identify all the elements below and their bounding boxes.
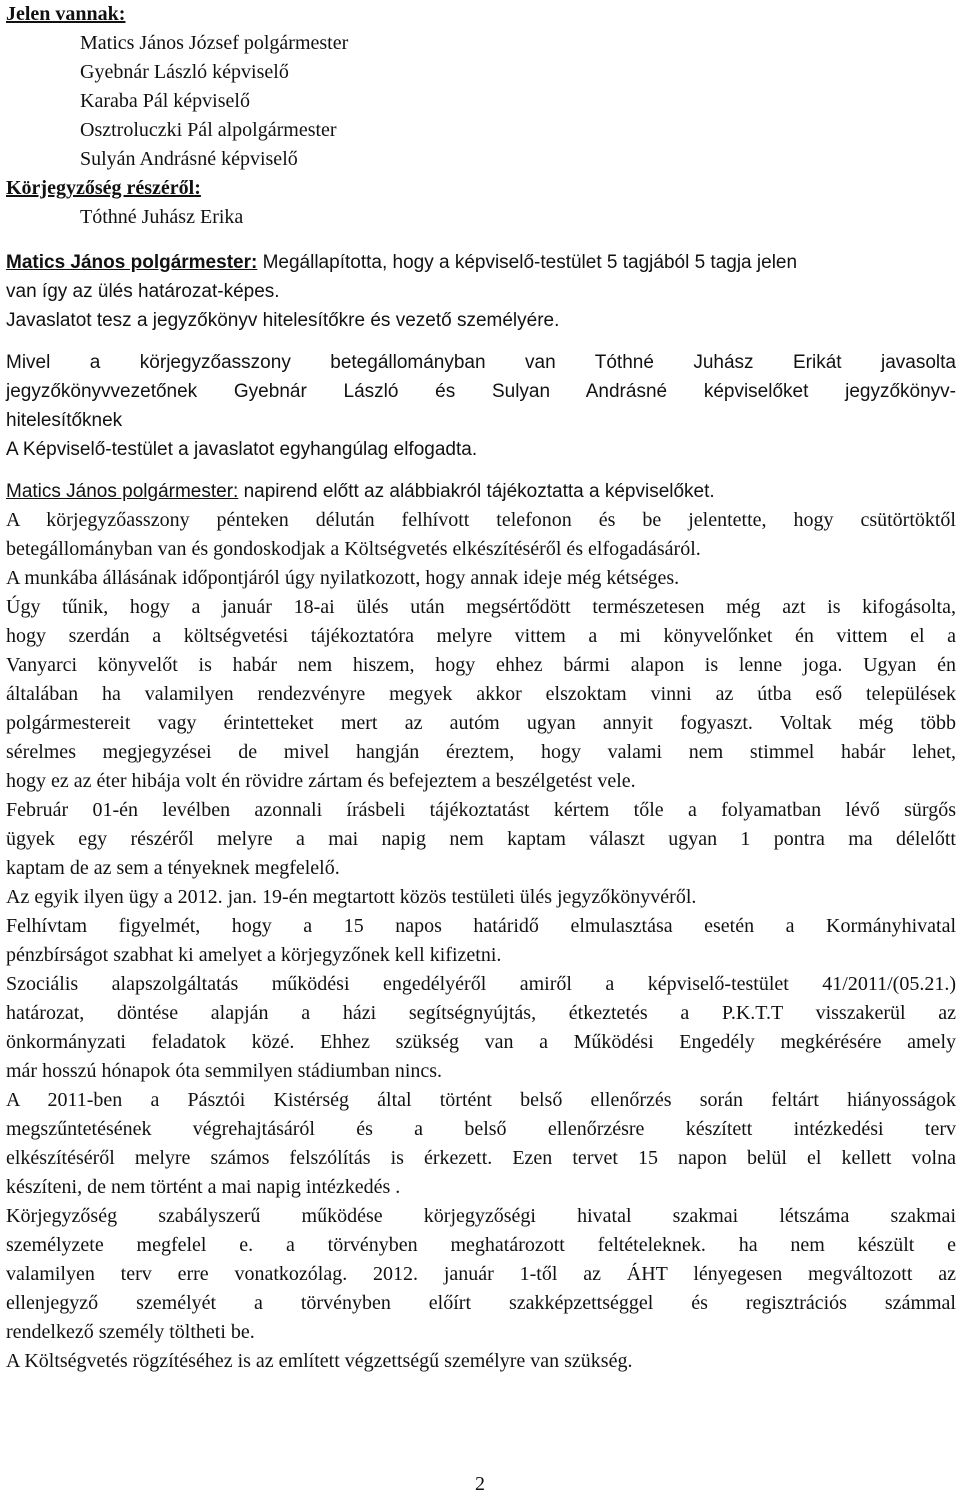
text-line: rendelkező személy töltheti be.	[6, 1321, 255, 1343]
page-number: 2	[475, 1473, 485, 1495]
present-member: Osztroluczki Pál alpolgármester	[80, 119, 337, 141]
text-line: önkormányzati feladatok közé. Ehhez szükség van a Működési Engedély megkérésére amely	[6, 1031, 956, 1053]
text-line: Az egyik ilyen ügy a 2012. jan. 19-én megtartott közös testületi ülés jegyzőkönyvéről.	[6, 886, 697, 908]
text-line: határozat, döntése alapján a házi segítségnyújtás, étkeztetés a P.K.T.T visszakerül az	[6, 1002, 956, 1024]
text-line: elkészítéséről melyre számos felszólítás is érkezett. Ezen tervet 15 napon belül el kellett volna	[6, 1147, 956, 1169]
present-heading: Jelen vannak:	[6, 3, 126, 25]
text-line: pénzbírságot szabhat ki amelyet a körjegyzőnek kell kifizetni.	[6, 944, 502, 966]
text-line: A 2011-ben a Pásztói Kistérség által történt belső ellenőrzés során feltárt hiányosságok	[6, 1089, 956, 1111]
text-line: Javaslatot tesz a jegyzőkönyv hitelesítőkre és vezető személyére.	[6, 310, 560, 331]
text-line: A Képviselő-testület a javaslatot egyhangúlag elfogadta.	[6, 439, 478, 460]
speaker-text: napirend előtt az alábbiakról tájékoztatta a képviselőket.	[238, 481, 715, 502]
speaker-label: Matics János polgármester:	[6, 252, 258, 273]
text-line: Felhívtam figyelmét, hogy a 15 napos határidő elmulasztása esetén a Kormányhivatal	[6, 915, 956, 937]
text-line: sérelmes megjegyzései de mivel hangján éreztem, hogy valami nem stimmel habár lehet,	[6, 741, 956, 763]
text-line: ügyek egy részéről melyre a mai napig nem kaptam választ ugyan 1 pontra ma délelőtt	[6, 828, 956, 850]
section-agenda-intro	[6, 477, 956, 506]
text-line: valamilyen terv erre vonatkozólag. 2012. január 1-től az ÁHT lényegesen megváltozott az	[6, 1263, 956, 1285]
text-line: ellenjegyző személyét a törvényben előírt szakképzettséggel és regisztrációs számmal	[6, 1292, 956, 1314]
speaker-text: Megállapította, hogy a képviselő-testület 5 tagjából 5 tagja jelen	[257, 252, 798, 273]
text-line: Mivel a körjegyzőasszony betegállományban van Tóthné Juhász Erikát javasolta	[6, 352, 956, 373]
text-line: Február 01-én levélben azonnali írásbeli tájékoztatást kértem tőle a folyamatban lévő sürgős	[6, 799, 956, 821]
text-line: készíteni, de nem történt a mai napig intézkedés .	[6, 1176, 401, 1198]
text-line: Vanyarci könyvelőt is habár nem hiszem, hogy ehhez bármi alapon is lenne joga. Ugyan én	[6, 654, 956, 676]
text-line: általában ha valamilyen rendezvényre megyek akkor elszoktam vinni az útba eső települések	[6, 683, 956, 705]
present-member: Gyebnár László képviselő	[80, 61, 289, 83]
section-minutes-keeper	[6, 348, 956, 464]
text-line: polgármestereit vagy érintetteket mert az autóm ugyan annyit fogyaszt. Voltak még több	[6, 712, 956, 734]
text-line: személyzete megfelel e. a törvényben meghatározott feltételeknek. ha nem készült e	[6, 1234, 956, 1256]
text-line: megszűntetésének végrehajtásáról és a belső ellenőrzésre készített intézkedési terv	[6, 1118, 956, 1140]
text-line: Körjegyzőség szabályszerű működése körjegyzőségi hivatal szakmai létszáma szakmai	[6, 1205, 956, 1227]
text-line: már hosszú hónapok óta semmilyen stádiumban nincs.	[6, 1060, 443, 1082]
text-line: A Költségvetés rögzítéséhez is az említett végzettségű személyre van szükség.	[6, 1350, 633, 1372]
office-member: Tóthné Juhász Erika	[80, 206, 244, 228]
text-line: kaptam de az sem a tényeknek megfelelő.	[6, 857, 340, 879]
text-line: hitelesítőknek	[6, 410, 123, 431]
present-member: Sulyán Andrásné képviselő	[80, 148, 298, 170]
text-line: Úgy tűnik, hogy a január 18-ai ülés után megsértődött természetesen még azt is kifogásolta,	[6, 596, 956, 618]
text-line: van így az ülés határozat-képes.	[6, 281, 280, 302]
text-line: hogy ez az éter hibája volt én rövidre zártam és befejeztem a beszélgetést vele.	[6, 770, 636, 792]
office-heading: Körjegyzőség részéről:	[6, 177, 201, 199]
text-line: hogy szerdán a költségvetési tájékoztatóra melyre vittem a mi könyvelőnket én vittem el a	[6, 625, 956, 647]
text-line: Szociális alapszolgáltatás működési engedélyéről amiről a képviselő-testület 41/2011/(05.21.)	[6, 973, 956, 995]
document-page	[6, 0, 956, 1376]
body-text	[6, 506, 956, 1376]
section-opening	[6, 248, 956, 335]
text-line: jegyzőkönyvvezetőnek Gyebnár László és Sulyan Andrásné képviselőket jegyzőkönyv-	[6, 381, 956, 402]
text-line: A körjegyzőasszony pénteken délután felhívott telefonon és be jelentette, hogy csütörtöktől	[6, 509, 956, 531]
text-line: betegállományban van és gondoskodjak a Költségvetés elkészítéséről és elfogadásáról.	[6, 538, 701, 560]
present-member: Matics János József polgármester	[80, 32, 349, 54]
present-member: Karaba Pál képviselő	[80, 90, 250, 112]
speaker-label: Matics János polgármester:	[6, 481, 239, 502]
text-line: A munkába állásának időpontjáról úgy nyilatkozott, hogy annak ideje még kétséges.	[6, 567, 680, 589]
